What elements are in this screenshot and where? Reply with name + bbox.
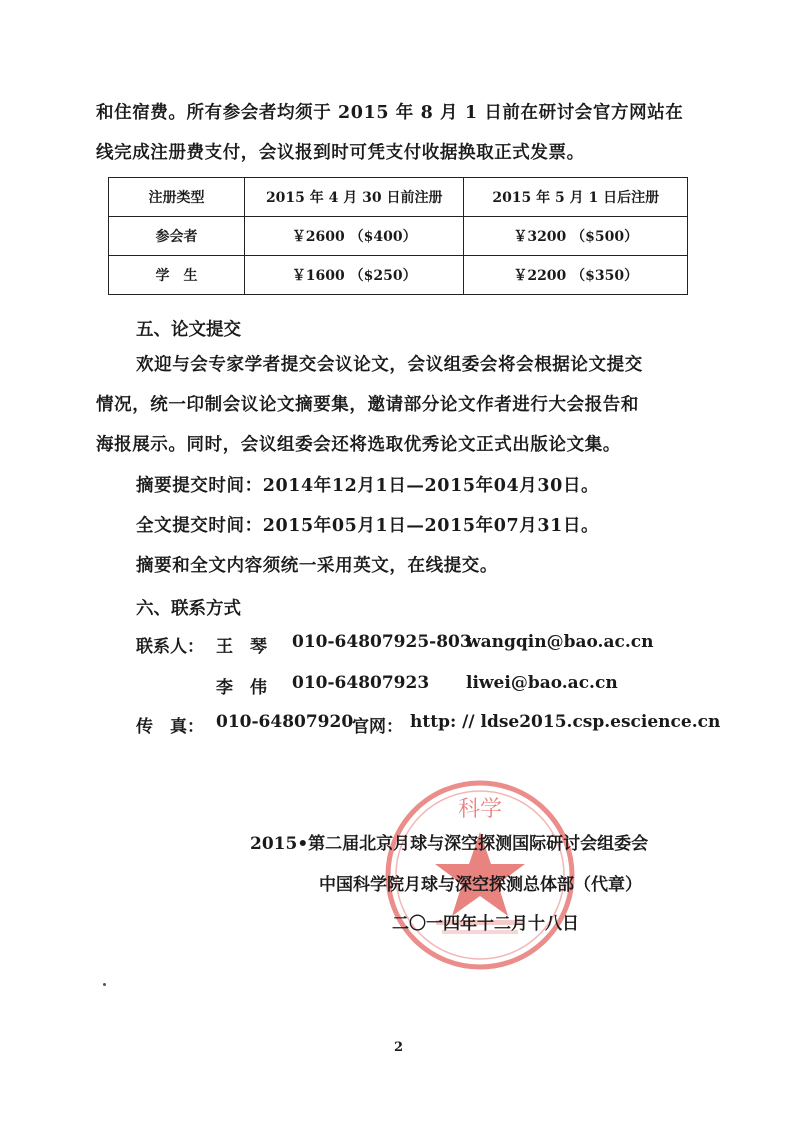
paper-para-line-3: 海报展示。同时，会议组委会还将选取优秀论文正式出版论文集。	[96, 435, 621, 455]
intro-line-1: 和住宿费。所有参会者均须于 2015 年 8 月 1 日前在研讨会官方网站在	[96, 103, 684, 123]
table-cell: ￥2600 （$400）	[244, 217, 464, 256]
contact-email: wangqin@bao.ac.cn	[466, 632, 654, 652]
contact-name: 李 伟	[216, 678, 267, 698]
table-header-cell: 2015 年 5 月 1 日后注册	[464, 178, 688, 217]
paper-para-line-2: 情况，统一印制会议论文摘要集，邀请部分论文作者进行大会报告和	[96, 395, 639, 415]
paper-para-line-1: 欢迎与会专家学者提交会议论文，会议组委会将会根据论文提交	[136, 355, 643, 375]
section-heading-paper-submission: 五、论文提交	[136, 320, 241, 340]
fax-number: 010-64807920	[216, 712, 354, 732]
table-header-cell: 注册类型	[109, 178, 245, 217]
registration-fee-table	[108, 177, 688, 295]
table-cell: 学 生	[109, 256, 245, 295]
table-header-row	[109, 178, 688, 217]
intro-line-2: 线完成注册费支付，会议报到时可凭支付收据换取正式发票。	[96, 143, 585, 163]
table-header-cell: 2015 年 4 月 30 日前注册	[244, 178, 464, 217]
contact-email: liwei@bao.ac.cn	[466, 673, 618, 693]
contact-label: 联系人：	[136, 637, 204, 657]
table-row	[109, 217, 688, 256]
scan-speck	[103, 983, 106, 986]
table-cell: ￥1600 （$250）	[244, 256, 464, 295]
seal-text: 科学	[457, 797, 503, 822]
contact-phone: 010-64807923	[292, 673, 430, 693]
abstract-deadline: 摘要提交时间：2014年12月1日—2015年04月30日。	[136, 476, 600, 496]
website-link[interactable]: http: // ldse2015.csp.escience.cn	[410, 712, 721, 732]
organizer-line-1: 2015•第二届北京月球与深空探测国际研讨会组委会	[250, 834, 649, 854]
contact-name: 王 琴	[216, 637, 267, 657]
table-cell: ￥2200 （$350）	[464, 256, 688, 295]
organizer-line-2: 中国科学院月球与深空探测总体部（代章）	[319, 875, 642, 895]
table-row	[109, 256, 688, 295]
page-number: 2	[394, 1040, 404, 1055]
signature-date: 二〇一四年十二月十八日	[392, 914, 579, 934]
language-note: 摘要和全文内容须统一采用英文，在线提交。	[136, 556, 498, 576]
fax-label: 传 真：	[136, 717, 204, 737]
fulltext-deadline: 全文提交时间：2015年05月1日—2015年07月31日。	[136, 516, 600, 536]
contact-phone: 010-64807925-803	[292, 632, 472, 652]
section-heading-contact: 六、联系方式	[136, 599, 241, 619]
table-cell: 参会者	[109, 217, 245, 256]
website-label: 官网：	[352, 717, 403, 737]
table-cell: ￥3200 （$500）	[464, 217, 688, 256]
